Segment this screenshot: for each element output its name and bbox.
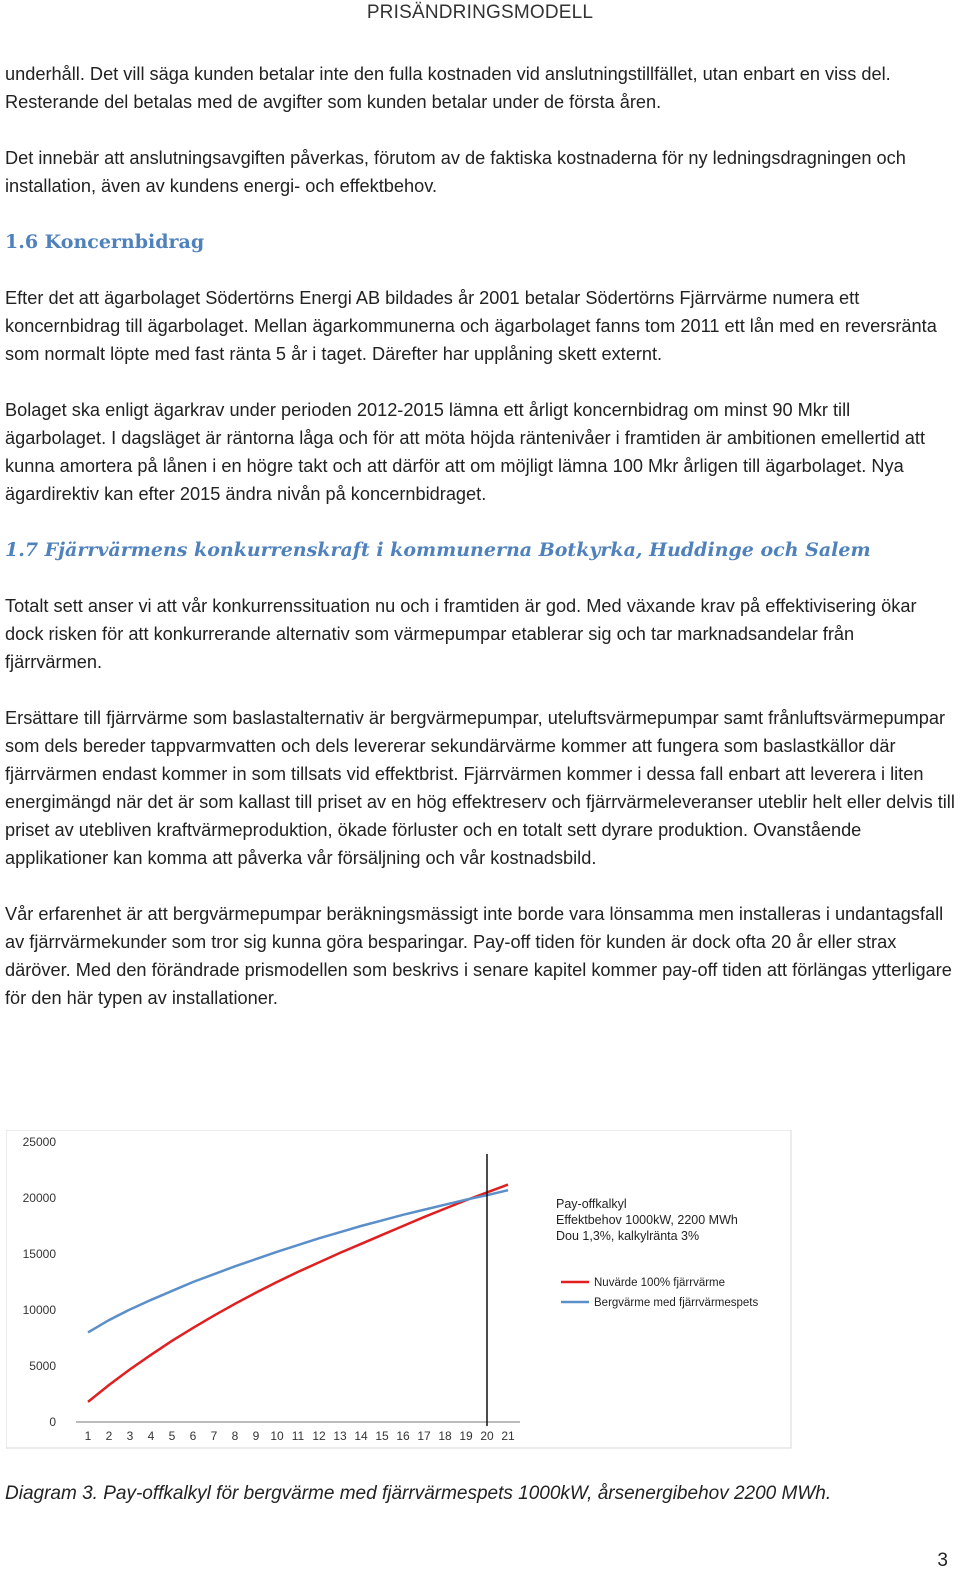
x-tick-label: 6 bbox=[189, 1429, 197, 1443]
paragraph-6: Ersättare till fjärrvärme som baslastalternativ är bergvärmepumpar, uteluftsvärmepumpar samt frånluftsvärmepumpar som dels bereder tappvarmvatten och dels levererar sekundärvärme kommer att fungera som baslastkällor där fjärrvärmen endast kommer in som tillsats vid effektbrist. Fjärrvärmen kommer i dessa fall enbart att leverera i liten energimängd när det är som kallast till priset av en hög effektreserv och fjärrvärmeleveranser uteblir helt eller delvis till priset av utebliven kraftvärmeproduktion, ökade förluster och en totalt sett dyrare produktion. Ovanstående applikationer kan komma att påverka vår försäljning och vår kostnadsbild. bbox=[5, 708, 955, 868]
y-tick-label: 5000 bbox=[29, 1359, 56, 1373]
x-tick-label: 5 bbox=[168, 1429, 176, 1443]
x-tick-label: 7 bbox=[210, 1429, 218, 1443]
page-number: 3 bbox=[937, 1550, 948, 1571]
document-body bbox=[5, 60, 955, 1040]
x-tick-label: 4 bbox=[147, 1429, 155, 1443]
x-tick-label: 15 bbox=[375, 1429, 389, 1443]
payoff-chart bbox=[6, 1130, 796, 1450]
chart-frame bbox=[6, 1130, 791, 1448]
x-tick-label: 21 bbox=[501, 1429, 515, 1443]
x-tick-label: 8 bbox=[231, 1429, 239, 1443]
section-heading-1-7: 1.7 Fjärrvärmens konkurrenskraft i kommunerna Botkyrka, Huddinge och Salem bbox=[5, 539, 871, 561]
x-axis-ticks bbox=[85, 1429, 515, 1443]
y-tick-label: 0 bbox=[49, 1415, 56, 1429]
x-tick-label: 13 bbox=[333, 1429, 347, 1443]
y-tick-label: 25000 bbox=[22, 1135, 56, 1149]
section-heading-1-6: 1.6 Koncernbidrag bbox=[5, 231, 205, 253]
x-tick-label: 14 bbox=[354, 1429, 368, 1443]
x-tick-label: 3 bbox=[126, 1429, 134, 1443]
figure-caption: Diagram 3. Pay-offkalkyl för bergvärme med fjärrvärmespets 1000kW, årsenergibehov 2200 MWh. bbox=[5, 1483, 832, 1504]
x-tick-label: 20 bbox=[480, 1429, 494, 1443]
header-title: PRISÄNDRINGSMODELL bbox=[366, 2, 594, 23]
annotation-line: Dou 1,3%, kalkylränta 3% bbox=[556, 1229, 700, 1243]
annotation-line: Effektbehov 1000kW, 2200 MWh bbox=[556, 1213, 738, 1227]
y-tick-label: 15000 bbox=[22, 1247, 56, 1261]
annotation-line: Pay-offkalkyl bbox=[556, 1197, 627, 1211]
legend-label: Nuvärde 100% fjärrvärme bbox=[594, 1277, 726, 1289]
x-tick-label: 1 bbox=[84, 1429, 92, 1443]
x-tick-label: 11 bbox=[291, 1429, 305, 1443]
x-tick-label: 12 bbox=[312, 1429, 326, 1443]
x-tick-label: 18 bbox=[438, 1429, 452, 1443]
x-tick-label: 9 bbox=[252, 1429, 260, 1443]
legend-label: Bergvärme med fjärrvärmespets bbox=[594, 1297, 759, 1309]
x-tick-label: 10 bbox=[270, 1429, 284, 1443]
x-tick-label: 17 bbox=[417, 1429, 431, 1443]
x-tick-label: 16 bbox=[396, 1429, 410, 1443]
payoff-chart-svg bbox=[6, 1130, 796, 1450]
paragraph-3: Efter det att ägarbolaget Södertörns Energi AB bildades år 2001 betalar Södertörns Fjärrvärme numera ett koncernbidrag till ägarbolaget. Mellan ägarkommunerna och ägarbolaget fanns tom 2011 ett lån med en reversränta som normalt löpte med fast ränta 5 år i taget. Därefter har upplåning skett externt. bbox=[5, 288, 937, 364]
x-tick-label: 19 bbox=[459, 1429, 473, 1443]
page-header bbox=[0, 0, 960, 24]
y-tick-label: 10000 bbox=[22, 1303, 56, 1317]
paragraph-2: Det innebär att anslutningsavgiften påverkas, förutom av de faktiska kostnaderna för ny ledningsdragningen och installation, även av kundens energi- och effektbehov. bbox=[5, 148, 906, 196]
paragraph-7: Vår erfarenhet är att bergvärmepumpar beräkningsmässigt inte borde vara lönsamma men installeras i undantagsfall av fjärrvärmekunder som tror sig kunna göra besparingar. Pay-off tiden för kunden är dock ofta 20 år eller strax däröver. Med den förändrade prismodellen som beskrivs i senare kapitel kommer pay-off tiden att förlängas ytterligare för den här typen av installationer. bbox=[5, 904, 952, 1008]
paragraph-4: Bolaget ska enligt ägarkrav under perioden 2012-2015 lämna ett årligt koncernbidrag om minst 90 Mkr till ägarbolaget. I dagsläget är räntorna låga och för att möta höjda räntenivåer i framtiden är ambitionen emellertid att kunna amortera på lånen i en högre takt och att därför att om möjligt lämna 100 Mkr årligen till ägarbolaget. Nya ägardirektiv kan efter 2015 ändra nivån på koncernbidraget. bbox=[5, 400, 926, 504]
paragraph-5: Totalt sett anser vi att vår konkurrenssituation nu och i framtiden är god. Med växande krav på effektivisering ökar dock risken för att konkurrerande alternativ som värmepumpar etablerar sig och tar marknadsandelar från fjärrvärmen. bbox=[5, 596, 917, 672]
y-tick-label: 20000 bbox=[22, 1191, 56, 1205]
x-tick-label: 2 bbox=[105, 1429, 113, 1443]
paragraph-1: underhåll. Det vill säga kunden betalar inte den fulla kostnaden vid anslutningstillfället, utan enbart en viss del. Resterande del betalas med de avgifter som kunden betalar under de första åren. bbox=[5, 64, 891, 112]
